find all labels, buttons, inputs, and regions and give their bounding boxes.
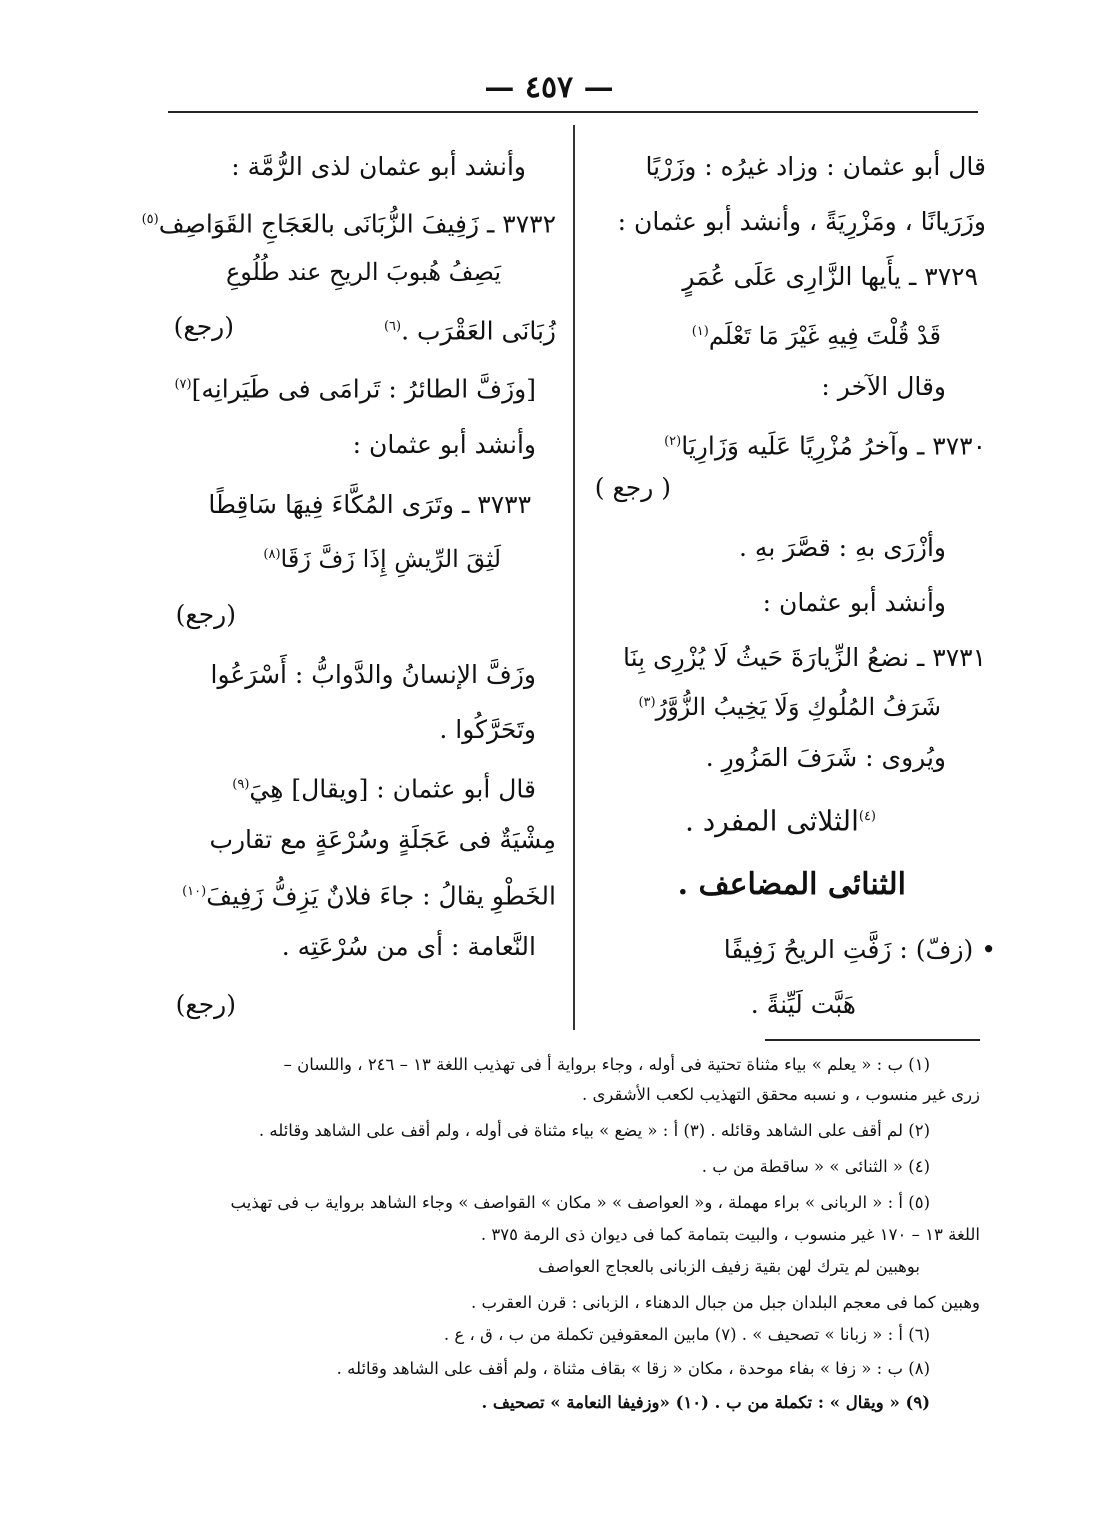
- return-mark: (رجع): [173, 312, 234, 341]
- return-mark: (رجع): [175, 990, 236, 1019]
- return-mark: ( رجع ): [594, 473, 671, 502]
- column-divider: [573, 125, 575, 1030]
- footnote-marker: (٢): [664, 434, 682, 449]
- footnote-marker: (١٠): [182, 884, 207, 899]
- footnote-line: (٥) أ : « الربانى » براء مهملة ، و« العواصف » « مكان » القواصف » وجاء الشاهد برواية ب فى تهذيب: [230, 1193, 930, 1212]
- footnote-marker: (١): [691, 324, 709, 339]
- entry-line: • (زفّ) : زَفَّتِ الريحُ زَفِيفًا: [723, 935, 996, 964]
- text-line: النَّعامة : أى من سُرْعَتِه .: [281, 932, 536, 961]
- text-line: وأنشد أبو عثمان :: [762, 588, 946, 617]
- text-line: قال أبو عثمان : وزاد غيرُه : وزَرْيًا: [645, 152, 986, 181]
- footnote-line: (٩) « ويقال » : تكملة من ب . (١٠) «وزفيفا النعامة » تصحيف .: [481, 1393, 930, 1412]
- footnote-line: (٢) لم أقف على الشاهد وقائله . (٣) أ : « يضع » بياء مثناة فى أوله ، ولم أقف على الشاهد وقائله .: [258, 1121, 930, 1140]
- verse-line: لَثِقَ الرِّيشِ إِذَا زَفَّ زَقَا$^{(٨)}$: [263, 545, 501, 573]
- footnote-rule: [765, 1039, 980, 1041]
- footnote-line: (٨) ب : « زفا » بفاء موحدة ، مكان « زقا » بقاف مثناة ، ولم أقف على الشاهد وقائله .: [336, 1359, 930, 1378]
- footnote-line: اللغة ١٣ – ١٧٠ غير منسوب ، والبيت بتمامة كما فى ديوان ذى الرمة ٣٧٥ .: [480, 1225, 980, 1244]
- footnote-marker: (٤): [858, 809, 876, 824]
- footnote-marker: (٨): [263, 547, 281, 562]
- text-line: ويُروى : شَرَفَ المَزُورِ .: [705, 743, 946, 772]
- footnote-marker: (٦): [383, 319, 402, 334]
- footnote-marker: (٧): [174, 377, 192, 392]
- verse-line: ٣٧٣٠ ـ وآخرُ مُزْرِيًا عَلَيه وَزَارِيَا$^{(٢)}$: [664, 431, 986, 461]
- verse-line: ٣٧٣١ ـ نضعُ الزِّيارَةَ حَيثُ لَا يُزْرِى بِنَا: [622, 643, 986, 672]
- verse-line: شَرَفُ المُلُوكِ وَلَا يَخِيبُ الزُّوَّرُ$^{(٣)}$: [638, 693, 941, 721]
- text-line: قال أبو عثمان : [ويقال] هِيَ$^{(٩)}$: [232, 774, 536, 804]
- footnote-line: زرى غير منسوب ، و نسبه محقق التهذيب لكعب الأشقرى .: [581, 1085, 980, 1104]
- footnote-line: (٦) أ : « زبانا » تصحيف » . (٧) مابين المعقوفين تكملة من ب ، ق ، ع .: [443, 1325, 930, 1344]
- text-line: الخَطْوِ يقالُ : جاءَ فلانٌ يَزِفُّ زَفِيفَ$^{(١٠)}$: [182, 881, 556, 911]
- footnote-line: (١) ب : « يعلم » بياء مثناة تحتية فى أوله ، وجاء برواية أ فى تهذيب اللغة ١٣ – ٢٤٦ ، واللسان –: [283, 1055, 930, 1074]
- text-line: وزَفَّ الإنسانُ والدَّوابُّ : أَسْرَعُوا: [210, 660, 536, 689]
- text-line: وتَحَرَّكُوا .: [439, 715, 536, 744]
- verse-line: قَدْ قُلْتَ فِيهِ غَيْرَ مَا تَعْلَم$^{(١)}$: [691, 322, 941, 350]
- text-line: مِشْيَةٌ فى عَجَلَةٍ وسُرْعَةٍ مع تقارب: [209, 825, 556, 854]
- page-number: — ٤٥٧ —: [484, 70, 614, 105]
- text-line: وقال الآخر :: [821, 372, 946, 401]
- text-line: يَصِفُ هُبوبَ الريحِ عند طُلُوعِ: [225, 258, 501, 286]
- section-heading: $^{(٤)}$الثلاثى المفرد .: [684, 804, 876, 838]
- section-heading: الثنائى المضاعف .: [677, 867, 906, 902]
- verse-line: ٣٧٣٣ ـ وتَرَى المُكَّاءَ فِيهَا سَاقِطًا: [208, 490, 531, 519]
- text-line: هَبَّت لَيِّنةً .: [750, 990, 856, 1019]
- text-line: وزَرَيانًا ، ومَزْرِيَةً ، وأنشد أبو عثمان :: [617, 207, 986, 236]
- text-line: وأنشد أبو عثمان لذى الرُّمَّة :: [231, 152, 526, 181]
- footnote-verse: بوهبين لم يترك لهن بقية زفيف الزبانى بالعجاج العواصف: [538, 1257, 920, 1276]
- verse-line: ٣٧٣٢ ـ زَفِيفَ الزُّبَانَى بالعَجَاجِ القَوَاصِف$^{(٥)}$: [141, 209, 556, 239]
- text-line: وأنشد أبو عثمان :: [352, 430, 536, 459]
- text-line: زُبَانَى العَقْرَب .$^{(٦)}$: [383, 316, 556, 346]
- footnote-marker: (٣): [638, 695, 656, 710]
- return-mark: (رجع): [175, 600, 236, 629]
- footnote-marker: (٩): [232, 777, 250, 792]
- text-line: وأزْرَى بهِ : قصَّرَ بهِ .: [739, 533, 946, 562]
- header-rule: [168, 111, 978, 113]
- footnote-line: (٤) « الثنائى » « ساقطة من ب .: [701, 1157, 930, 1176]
- text-line: [وزَفَّ الطائرُ : تَرامَى فى طَيَرانِه]$^{(٧)}$: [174, 374, 536, 404]
- footnote-marker: (٥): [141, 212, 159, 227]
- footnote-line: وهبين كما فى معجم البلدان جبل من جبال الدهناء ، الزبانى : قرن العقرب .: [470, 1293, 980, 1312]
- verse-line: ٣٧٢٩ ـ يأَيها الزَّارِى عَلَى عُمَرٍ: [682, 262, 978, 291]
